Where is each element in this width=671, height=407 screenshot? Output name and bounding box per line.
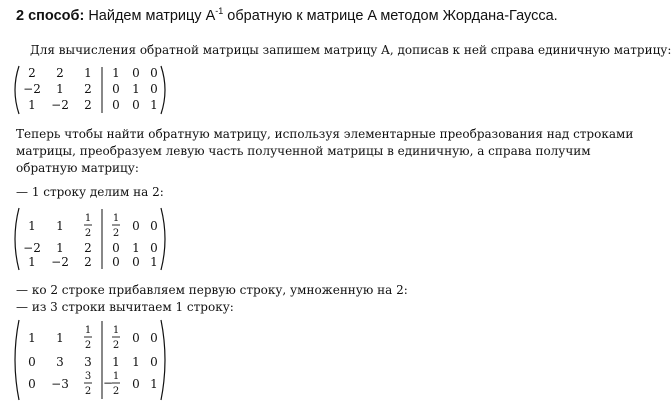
m3-r3c5: 0 — [132, 377, 140, 391]
m1-r2c4: 0 — [112, 82, 120, 96]
m3-r2c5: 1 — [132, 355, 140, 369]
heading-text-before: Найдем матрицу A — [84, 7, 216, 24]
explanation-line-3: обратную матрицу: — [16, 161, 139, 175]
m2-r1c3-numerator: 1 — [84, 213, 92, 224]
m3-r3c4-numerator: 1 — [112, 371, 120, 382]
step-1-text: — 1 строку делим на 2: — [16, 185, 164, 199]
m3-r3c4-denominator: 2 — [112, 386, 120, 397]
m1-r3c3: 2 — [84, 98, 92, 112]
m2-r1c6: 0 — [150, 219, 158, 233]
m2-r3c6: 1 — [150, 255, 158, 269]
m2-r2c4: 0 — [112, 241, 120, 255]
left-paren — [15, 320, 19, 400]
matrix-2-svg — [10, 206, 170, 272]
m2-r3c4: 0 — [112, 255, 120, 269]
m3-r1c3-numerator: 1 — [84, 325, 92, 336]
m3-r3c4-minus-sign: − — [102, 376, 114, 390]
m3-r1c6: 0 — [150, 331, 158, 345]
m1-r1c2: 2 — [56, 66, 64, 80]
m1-r2c5: 1 — [132, 82, 140, 96]
m3-r1c5: 0 — [132, 331, 140, 345]
m3-r2c2: 3 — [56, 355, 64, 369]
m1-r2c6: 0 — [150, 82, 158, 96]
step-2-text-1: — ко 2 строке прибавляем первую строку, умноженную на 2: — [16, 283, 408, 297]
m2-r1c4-fraction — [112, 213, 120, 239]
m3-r3c1: 0 — [28, 377, 36, 391]
m3-r2c4: 1 — [112, 355, 120, 369]
matrix-1-svg — [10, 64, 170, 116]
m3-r1c4-numerator: 1 — [112, 325, 120, 336]
m2-r2c3: 2 — [84, 241, 92, 255]
inverse-superscript: -1 — [215, 6, 224, 16]
m2-r1c2: 1 — [56, 219, 64, 233]
m3-r2c1: 0 — [28, 355, 36, 369]
m3-r1c3-fraction — [84, 325, 92, 351]
m3-r1c4-fraction — [112, 325, 120, 351]
m3-r3c3-denominator: 2 — [84, 386, 92, 397]
matrix-3-svg — [10, 318, 170, 402]
m1-r3c4: 0 — [112, 98, 120, 112]
m2-r2c5: 1 — [132, 241, 140, 255]
m2-r2c1: −2 — [23, 241, 41, 255]
m2-r3c5: 0 — [132, 255, 140, 269]
matrix-after-step-2 — [10, 318, 170, 406]
m2-r3c2: −2 — [51, 255, 69, 269]
m2-r1c4-numerator: 1 — [112, 213, 120, 224]
m2-r1c1: 1 — [28, 219, 36, 233]
right-paren — [161, 66, 165, 114]
right-paren — [161, 320, 165, 400]
heading-text-after: обратную к матрице A методом Жордана-Гаусса. — [223, 7, 558, 24]
m2-r3c3: 2 — [84, 255, 92, 269]
m1-r1c5: 0 — [132, 66, 140, 80]
explanation-line-2: матрицы, преобразуем левую часть полученной матрицы в единичную, а справа получим — [16, 144, 591, 158]
method-label: 2 способ: — [16, 7, 85, 24]
right-paren — [161, 208, 165, 270]
m3-r3c3-fraction — [84, 371, 92, 397]
intro-paragraph: Для вычисления обратной матрицы запишем матрицу A, дописав к ней справа единичную матрицу: — [30, 43, 671, 57]
m1-r3c6: 1 — [150, 98, 158, 112]
step-2-text-2: — из 3 строки вычитаем 1 строку: — [16, 300, 234, 314]
explanation-line-1: Теперь чтобы найти обратную матрицу, используя элементарные преобразования над строками — [16, 127, 634, 141]
m2-r2c6: 0 — [150, 241, 158, 255]
m3-r2c6: 0 — [150, 355, 158, 369]
m2-r1c5: 0 — [132, 219, 140, 233]
m1-r2c2: 1 — [56, 82, 64, 96]
m3-r3c6: 1 — [150, 377, 158, 391]
matrix-after-step-1 — [10, 206, 170, 276]
m3-r3c3-numerator: 3 — [84, 371, 92, 382]
m3-r3c4-fraction — [103, 371, 120, 397]
m1-r3c5: 0 — [132, 98, 140, 112]
m3-r3c2: −3 — [51, 377, 69, 391]
m2-r1c3-denominator: 2 — [84, 228, 92, 239]
m2-r1c3-fraction — [84, 213, 92, 239]
m1-r2c1: −2 — [23, 82, 41, 96]
m3-r1c1: 1 — [28, 331, 36, 345]
m1-r1c4: 1 — [112, 66, 120, 80]
m1-r2c3: 2 — [84, 82, 92, 96]
m1-r3c1: 1 — [28, 98, 36, 112]
m3-r1c2: 1 — [56, 331, 64, 345]
left-paren — [15, 208, 19, 270]
m1-r1c1: 2 — [28, 66, 36, 80]
m2-r2c2: 1 — [56, 241, 64, 255]
heading — [16, 6, 558, 24]
m1-r3c2: −2 — [51, 98, 69, 112]
m2-r3c1: 1 — [28, 255, 36, 269]
m2-r1c4-denominator: 2 — [112, 228, 120, 239]
m3-r1c4-denominator: 2 — [112, 340, 120, 351]
left-paren — [15, 66, 19, 114]
matrix-augmented-initial — [10, 64, 170, 120]
m1-r1c3: 1 — [84, 66, 92, 80]
m1-r1c6: 0 — [150, 66, 158, 80]
m3-r2c3: 3 — [84, 355, 92, 369]
m3-r1c3-denominator: 2 — [84, 340, 92, 351]
